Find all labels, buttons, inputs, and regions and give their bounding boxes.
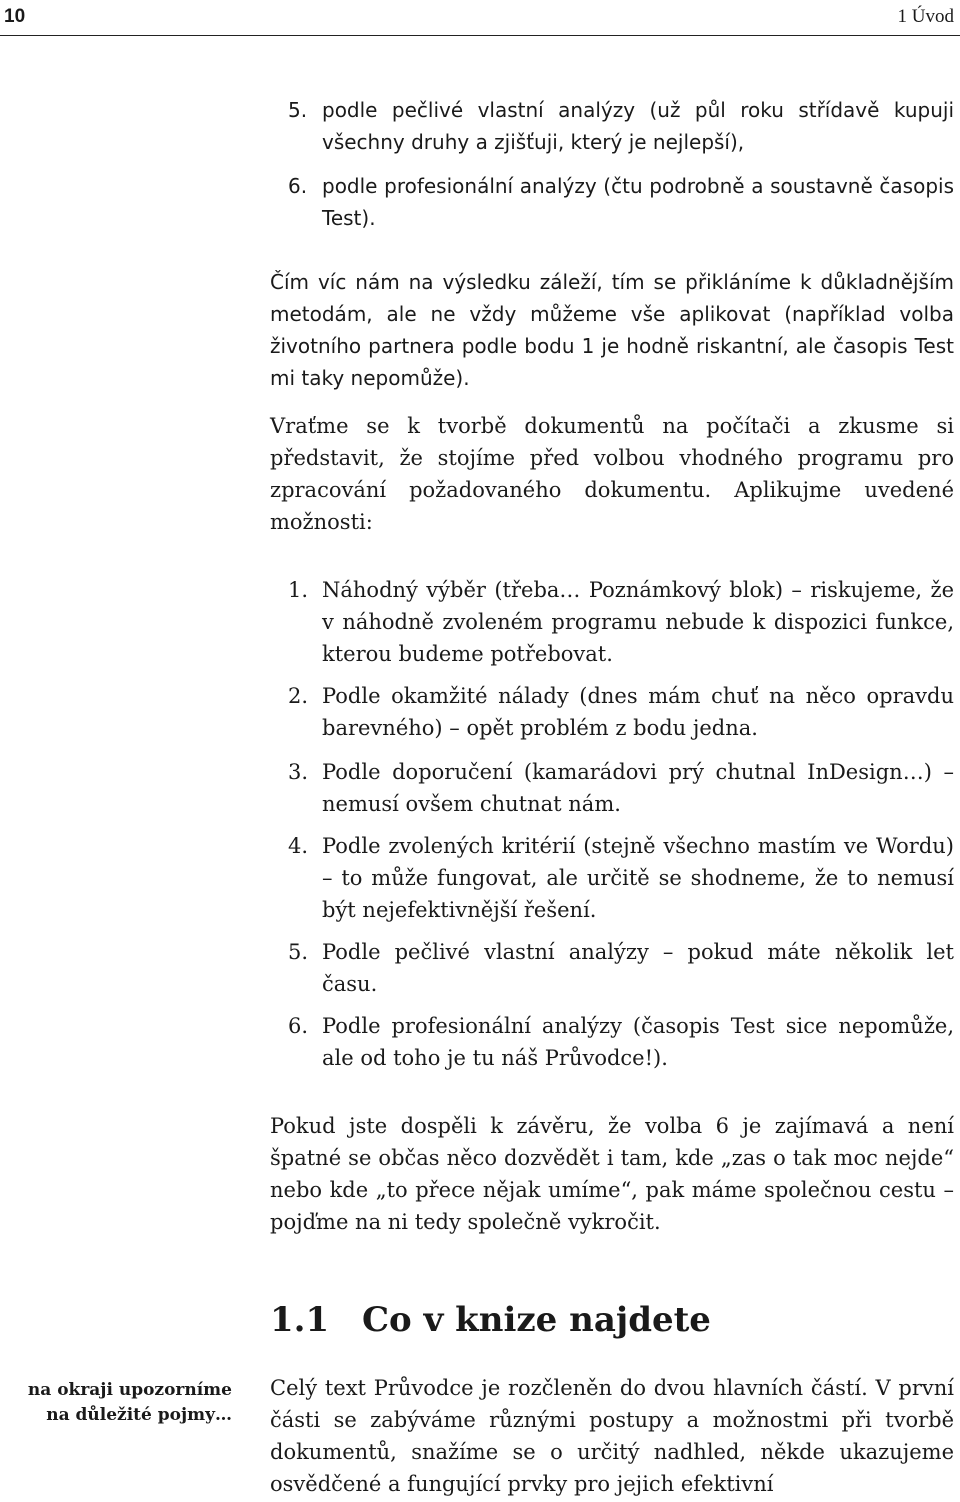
paragraph: Vraťme se k tvorbě dokumentů na počítači a zkusme si představit, že stojíme před volbou vhodného programu pro zpracování požadovaného dokumentu. Aplikujme uvedené možnosti: xyxy=(270,414,954,534)
list-item xyxy=(270,94,954,158)
list-item xyxy=(270,574,954,670)
list-item-number: 2. xyxy=(288,684,309,708)
list-item-text: Podle zvolených kritérií (stejně všechno mastím ve Wordu) – to může fungovat, ale určitě se shodneme, že to nemusí být nejefektivnější řešení. xyxy=(322,834,954,922)
list-item xyxy=(270,170,954,234)
list-item xyxy=(270,680,954,744)
paragraph: Celý text Průvodce je rozčleněn do dvou hlavních částí. V první části se zabýváme různými postupy a možnostmi při tvorbě dokumentů, snažíme se o určitý nadhled, někde ukazujeme osvědčené a fungující prvky pro jejich efektivní xyxy=(270,1376,954,1496)
list-item-text: Podle pečlivé vlastní analýzy – pokud máte několik let času. xyxy=(322,940,954,996)
list-item-number: 5. xyxy=(288,940,309,964)
page-header xyxy=(0,0,960,36)
section-number: 1.1 xyxy=(270,1300,330,1340)
list-item-text: podle profesionální analýzy (čtu podrobně a soustavně časopis Test). xyxy=(322,174,954,230)
list-item-number: 1. xyxy=(288,578,309,602)
paragraph: Čím víc nám na výsledku záleží, tím se přikláníme k důkladnějším metodám, ale ne vždy můžeme vše aplikovat (například volba životního partnera podle bodu 1 je hodně riskantní, ale časopis Test mi taky nepomůže). xyxy=(270,270,954,390)
list-item-number: 6. xyxy=(288,1014,309,1038)
list-item xyxy=(270,756,954,820)
list-item-number: 3. xyxy=(288,760,309,784)
list-item-text: podle pečlivé vlastní analýzy (už půl roku střídavě kupuji všechny druhy a zjišťuji, který je nejlepší), xyxy=(322,98,954,154)
list-item xyxy=(270,1010,954,1074)
page-number: 10 xyxy=(4,6,26,27)
list-item-text: Podle okamžité nálady (dnes mám chuť na něco opravdu barevného) – opět problém z bodu jedna. xyxy=(322,684,954,740)
list-item-text: Podle profesionální analýzy (časopis Test sice nepomůže, ale od toho je tu náš Průvodce!). xyxy=(322,1014,954,1070)
list-item-number: 4. xyxy=(288,834,309,858)
section-heading xyxy=(270,1298,711,1342)
paragraph: Pokud jste dospěli k závěru, že volba 6 je zajímavá a není špatné se občas něco dozvědět i tam, kde „zas o tak moc nejde“ nebo kde „to přece nějak umíme“, pak máme společnou cestu – pojďme na ni tedy společně vykročit. xyxy=(270,1114,954,1234)
section-title: Co v knize najdete xyxy=(362,1300,711,1340)
list-item-number: 5. xyxy=(288,98,308,122)
list-item-text: Podle doporučení (kamarádovi prý chutnal InDesign…) – nemusí ovšem chutnat nám. xyxy=(322,760,954,816)
list-item-number: 6. xyxy=(288,174,308,198)
margin-note: na okraji upozorníme na důležité pojmy… xyxy=(27,1380,232,1425)
running-head: 1 Úvod xyxy=(897,6,954,27)
list-item xyxy=(270,830,954,926)
list-item-text: Náhodný výběr (třeba… Poznámkový blok) – riskujeme, že v náhodně zvoleném programu nebude k dispozici funkce, kterou budeme potřebovat. xyxy=(322,578,954,666)
list-item xyxy=(270,936,954,1000)
